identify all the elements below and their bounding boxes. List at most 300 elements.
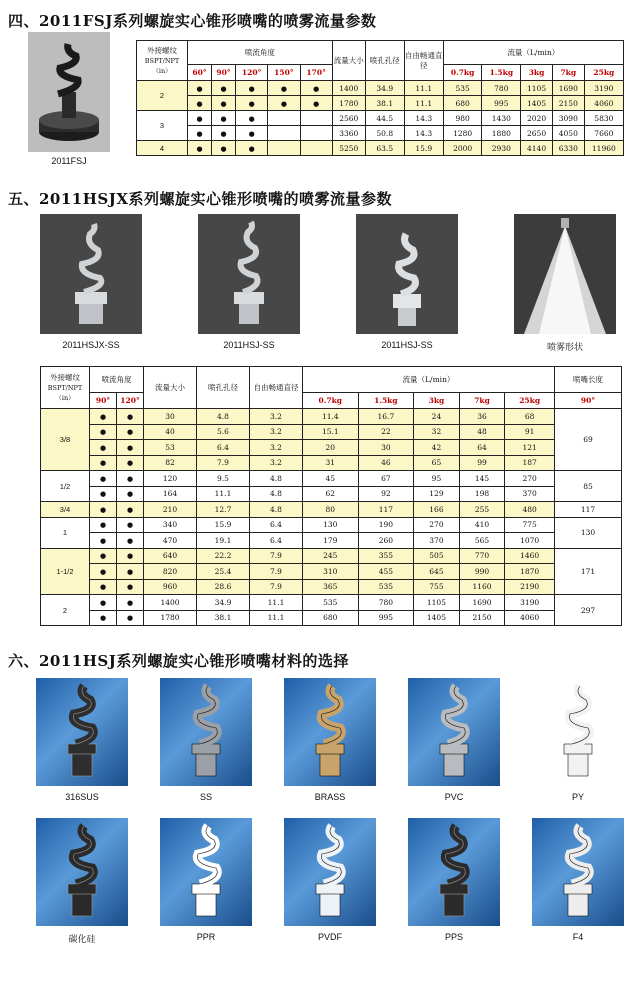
flow-cell: 310 bbox=[303, 564, 359, 580]
material-photo-1-1 bbox=[160, 678, 252, 786]
flow-cell: 16.7 bbox=[358, 409, 414, 425]
orifice-cell: 63.5 bbox=[365, 141, 404, 156]
flow-cell: 260 bbox=[358, 533, 414, 549]
dot-icon bbox=[212, 141, 236, 156]
flow-cell: 2150 bbox=[552, 96, 584, 111]
flow-cell: 680 bbox=[443, 96, 482, 111]
flow-cell: 46 bbox=[358, 455, 414, 471]
flow-cell: 5830 bbox=[584, 111, 623, 126]
thread-size: 3/8 bbox=[41, 409, 90, 471]
dot-icon bbox=[236, 141, 268, 156]
length-header: 喷嘴长度 bbox=[555, 367, 622, 393]
dot-icon bbox=[90, 548, 117, 564]
angle-col-2: 120° bbox=[236, 65, 268, 81]
flow-cell: 48 bbox=[459, 424, 505, 440]
free-pass-header: 自由畅通直径 bbox=[404, 41, 443, 81]
flow-cell: 775 bbox=[505, 517, 555, 533]
length-cell: 171 bbox=[555, 548, 622, 595]
empty-cell bbox=[268, 111, 300, 126]
orifice-cell: 38.1 bbox=[197, 610, 250, 626]
material-label: PVDF bbox=[317, 932, 342, 942]
section6-title: 六、2011HSJ系列螺旋实心锥形喷嘴材料的选择 bbox=[8, 652, 349, 670]
length-cell: 297 bbox=[555, 595, 622, 626]
material-photo-1-0 bbox=[36, 678, 128, 786]
thread-size: 2 bbox=[137, 81, 188, 111]
dot-icon bbox=[268, 96, 300, 111]
flow-cell: 1880 bbox=[482, 126, 521, 141]
flow-cell: 3190 bbox=[505, 595, 555, 611]
free-pass-cell: 4.8 bbox=[250, 502, 303, 518]
flow-cell: 1105 bbox=[414, 595, 460, 611]
free-pass-cell: 3.2 bbox=[250, 424, 303, 440]
flow-cell: 780 bbox=[482, 81, 521, 96]
hsj-ss-photo-1 bbox=[198, 214, 300, 334]
table-row bbox=[137, 96, 624, 111]
flow-cell: 62 bbox=[303, 486, 359, 502]
orifice-cell: 34.9 bbox=[365, 81, 404, 96]
flow-cell: 121 bbox=[505, 440, 555, 456]
free-pass-cell: 11.1 bbox=[250, 595, 303, 611]
dot-icon bbox=[117, 471, 144, 487]
table-row bbox=[41, 564, 622, 580]
dot-icon bbox=[117, 455, 144, 471]
flow-cell: 190 bbox=[358, 517, 414, 533]
pressure-col-0: 0.7kg bbox=[443, 65, 482, 81]
dot-icon bbox=[117, 595, 144, 611]
length-angle: 90° bbox=[555, 393, 622, 409]
dot-icon bbox=[90, 502, 117, 518]
dot-icon bbox=[117, 440, 144, 456]
flow-cell: 365 bbox=[303, 579, 359, 595]
flow-cell: 370 bbox=[414, 533, 460, 549]
material-photo-2-3 bbox=[408, 818, 500, 926]
orifice-cell: 5.6 bbox=[197, 424, 250, 440]
flow-cell: 95 bbox=[414, 471, 460, 487]
flow-cell: 270 bbox=[505, 471, 555, 487]
orifice-cell: 11.1 bbox=[197, 486, 250, 502]
flow-cell: 80 bbox=[303, 502, 359, 518]
angle-header: 喷流角度 bbox=[90, 367, 144, 393]
flow-cell: 30 bbox=[358, 440, 414, 456]
thread-size: 1/2 bbox=[41, 471, 90, 502]
dot-icon bbox=[236, 111, 268, 126]
pressure-col-1: 1.5kg bbox=[482, 65, 521, 81]
length-cell: 85 bbox=[555, 471, 622, 502]
orifice-cell: 25.4 bbox=[197, 564, 250, 580]
free-pass-cell: 3.2 bbox=[250, 455, 303, 471]
flow-size-cell: 53 bbox=[144, 440, 197, 456]
fsj-nozzle-photo bbox=[28, 32, 110, 152]
table-row bbox=[137, 111, 624, 126]
orifice-cell: 4.8 bbox=[197, 409, 250, 425]
table-row bbox=[41, 409, 622, 425]
dot-icon bbox=[90, 533, 117, 549]
thread-header: 外接螺纹 BSPT/NPT （in） bbox=[137, 41, 188, 81]
dot-icon bbox=[236, 96, 268, 111]
flow-cell: 6330 bbox=[552, 141, 584, 156]
angle-col-1: 90° bbox=[212, 65, 236, 81]
flow-cell: 1690 bbox=[552, 81, 584, 96]
flow-cell: 65 bbox=[414, 455, 460, 471]
flow-cell: 2020 bbox=[521, 111, 553, 126]
flow-size-cell: 640 bbox=[144, 548, 197, 564]
dot-icon bbox=[90, 564, 117, 580]
angle-col-1: 120° bbox=[117, 393, 144, 409]
pressure-col-2: 3kg bbox=[521, 65, 553, 81]
thread-header: 外接螺纹 BSPT/NPT （in） bbox=[41, 367, 90, 409]
flow-cell: 1430 bbox=[482, 111, 521, 126]
dot-icon bbox=[90, 517, 117, 533]
dot-icon bbox=[117, 502, 144, 518]
dot-icon bbox=[212, 111, 236, 126]
flow-size-cell: 960 bbox=[144, 579, 197, 595]
flow-cell: 32 bbox=[414, 424, 460, 440]
flow-cell: 31 bbox=[303, 455, 359, 471]
thread-size: 3 bbox=[137, 111, 188, 141]
flow-cell: 68 bbox=[505, 409, 555, 425]
flow-cell: 99 bbox=[459, 455, 505, 471]
dot-icon bbox=[117, 548, 144, 564]
flow-cell: 1460 bbox=[505, 548, 555, 564]
dot-icon bbox=[212, 96, 236, 111]
thread-size: 1 bbox=[41, 517, 90, 548]
table-row bbox=[41, 471, 622, 487]
angle-col-0: 90° bbox=[90, 393, 117, 409]
material-photo-2-0 bbox=[36, 818, 128, 926]
material-label: F4 bbox=[572, 932, 584, 942]
orifice-cell: 44.5 bbox=[365, 111, 404, 126]
flow-cell: 198 bbox=[459, 486, 505, 502]
thread-size: 3/4 bbox=[41, 502, 90, 518]
flow-cell: 410 bbox=[459, 517, 505, 533]
dot-icon bbox=[188, 96, 212, 111]
flow-size-cell: 120 bbox=[144, 471, 197, 487]
free-pass-cell: 15.9 bbox=[404, 141, 443, 156]
flow-cell: 15.1 bbox=[303, 424, 359, 440]
pressure-col-3: 7kg bbox=[459, 393, 505, 409]
flow-cell: 770 bbox=[459, 548, 505, 564]
flow-size-cell: 1780 bbox=[332, 96, 365, 111]
orifice-cell: 22.2 bbox=[197, 548, 250, 564]
flow-size-cell: 210 bbox=[144, 502, 197, 518]
flow-cell: 535 bbox=[358, 579, 414, 595]
flow-size-cell: 2560 bbox=[332, 111, 365, 126]
flow-cell: 129 bbox=[414, 486, 460, 502]
orifice-cell: 6.4 bbox=[197, 440, 250, 456]
dot-icon bbox=[236, 126, 268, 141]
dot-icon bbox=[300, 81, 332, 96]
dot-icon bbox=[212, 81, 236, 96]
dot-icon bbox=[212, 126, 236, 141]
material-photo-2-4 bbox=[532, 818, 624, 926]
dot-icon bbox=[90, 455, 117, 471]
flow-cell: 645 bbox=[414, 564, 460, 580]
flow-size-cell: 82 bbox=[144, 455, 197, 471]
pressure-col-4: 25kg bbox=[584, 65, 623, 81]
pressure-col-2: 3kg bbox=[414, 393, 460, 409]
orifice-cell: 7.9 bbox=[197, 455, 250, 471]
table-row bbox=[41, 579, 622, 595]
dot-icon bbox=[90, 409, 117, 425]
flow-size-cell: 5250 bbox=[332, 141, 365, 156]
flow-cell: 179 bbox=[303, 533, 359, 549]
orifice-cell: 28.6 bbox=[197, 579, 250, 595]
flow-cell: 1690 bbox=[459, 595, 505, 611]
flow-cell: 505 bbox=[414, 548, 460, 564]
flow-header: 流量（L/min） bbox=[303, 367, 555, 393]
dot-icon bbox=[117, 610, 144, 626]
table-row bbox=[137, 126, 624, 141]
flow-cell: 64 bbox=[459, 440, 505, 456]
orifice-cell: 9.5 bbox=[197, 471, 250, 487]
fsj-flow-table bbox=[136, 40, 624, 156]
flow-cell: 455 bbox=[358, 564, 414, 580]
dot-icon bbox=[300, 96, 332, 111]
flow-cell: 187 bbox=[505, 455, 555, 471]
material-label: PPS bbox=[444, 932, 463, 942]
flow-cell: 4060 bbox=[505, 610, 555, 626]
hsj-ss-photo-2 bbox=[356, 214, 458, 334]
photo-caption-2: 2011HSJ-SS bbox=[223, 340, 275, 350]
angle-col-0: 60° bbox=[188, 65, 212, 81]
flow-cell: 20 bbox=[303, 440, 359, 456]
flow-size-cell: 1400 bbox=[144, 595, 197, 611]
hsjx-flow-table bbox=[40, 366, 622, 626]
dot-icon bbox=[117, 533, 144, 549]
orifice-cell: 12.7 bbox=[197, 502, 250, 518]
flow-cell: 11960 bbox=[584, 141, 623, 156]
flow-cell: 355 bbox=[358, 548, 414, 564]
flow-cell: 1105 bbox=[521, 81, 553, 96]
flow-cell: 980 bbox=[443, 111, 482, 126]
photo-caption-1: 2011HSJX-SS bbox=[62, 340, 120, 350]
material-photo-2-2 bbox=[284, 818, 376, 926]
material-photo-1-4 bbox=[532, 678, 624, 786]
flow-cell: 2650 bbox=[521, 126, 553, 141]
flow-size-cell: 1400 bbox=[332, 81, 365, 96]
thread-size: 1-1/2 bbox=[41, 548, 90, 595]
flow-cell: 995 bbox=[482, 96, 521, 111]
flow-cell: 3090 bbox=[552, 111, 584, 126]
material-label: BRASS bbox=[314, 792, 346, 802]
table-row bbox=[41, 610, 622, 626]
dot-icon bbox=[117, 517, 144, 533]
orifice-cell: 19.1 bbox=[197, 533, 250, 549]
flow-cell: 1870 bbox=[505, 564, 555, 580]
free-pass-cell: 11.1 bbox=[404, 81, 443, 96]
flow-cell: 4050 bbox=[552, 126, 584, 141]
pressure-col-3: 7kg bbox=[552, 65, 584, 81]
material-label: PVC bbox=[444, 792, 464, 802]
flow-cell: 680 bbox=[303, 610, 359, 626]
free-pass-cell: 11.1 bbox=[250, 610, 303, 626]
section5-title: 五、2011HSJX系列螺旋实心锥形喷嘴的喷雾流量参数 bbox=[8, 190, 392, 208]
table-row bbox=[41, 533, 622, 549]
empty-cell bbox=[300, 141, 332, 156]
dot-icon bbox=[188, 126, 212, 141]
flow-cell: 22 bbox=[358, 424, 414, 440]
dot-icon bbox=[117, 564, 144, 580]
dot-icon bbox=[90, 424, 117, 440]
flow-size-cell: 340 bbox=[144, 517, 197, 533]
table-row bbox=[41, 455, 622, 471]
flow-cell: 755 bbox=[414, 579, 460, 595]
flow-cell: 1160 bbox=[459, 579, 505, 595]
table-row bbox=[41, 517, 622, 533]
flow-cell: 565 bbox=[459, 533, 505, 549]
empty-cell bbox=[300, 111, 332, 126]
flow-cell: 2000 bbox=[443, 141, 482, 156]
flow-cell: 3190 bbox=[584, 81, 623, 96]
flow-cell: 45 bbox=[303, 471, 359, 487]
free-pass-cell: 4.8 bbox=[250, 486, 303, 502]
flow-cell: 370 bbox=[505, 486, 555, 502]
material-label: PY bbox=[571, 792, 584, 802]
table-row bbox=[137, 141, 624, 156]
dot-icon bbox=[90, 610, 117, 626]
thread-size: 2 bbox=[41, 595, 90, 626]
flow-cell: 36 bbox=[459, 409, 505, 425]
flow-cell: 11.4 bbox=[303, 409, 359, 425]
flow-cell: 270 bbox=[414, 517, 460, 533]
table-row bbox=[137, 81, 624, 96]
flow-cell: 1070 bbox=[505, 533, 555, 549]
material-label: PPR bbox=[196, 932, 216, 942]
pressure-col-0: 0.7kg bbox=[303, 393, 359, 409]
flow-cell: 2190 bbox=[505, 579, 555, 595]
flow-cell: 255 bbox=[459, 502, 505, 518]
flow-cell: 1405 bbox=[521, 96, 553, 111]
dot-icon bbox=[117, 486, 144, 502]
free-pass-cell: 11.1 bbox=[404, 96, 443, 111]
pressure-col-4: 25kg bbox=[505, 393, 555, 409]
free-pass-cell: 7.9 bbox=[250, 564, 303, 580]
material-photo-1-3 bbox=[408, 678, 500, 786]
flow-cell: 7660 bbox=[584, 126, 623, 141]
flow-cell: 166 bbox=[414, 502, 460, 518]
flow-size-cell: 1780 bbox=[144, 610, 197, 626]
orifice-cell: 50.8 bbox=[365, 126, 404, 141]
photo-caption-4: 喷雾形状 bbox=[546, 342, 583, 352]
length-cell: 117 bbox=[555, 502, 622, 518]
angle-col-4: 170° bbox=[300, 65, 332, 81]
dot-icon bbox=[90, 595, 117, 611]
flow-cell: 117 bbox=[358, 502, 414, 518]
photo-caption-3: 2011HSJ-SS bbox=[381, 340, 433, 350]
flow-header: 流量（L/min） bbox=[443, 41, 623, 65]
flow-cell: 1405 bbox=[414, 610, 460, 626]
flow-cell: 145 bbox=[459, 471, 505, 487]
flow-cell: 780 bbox=[358, 595, 414, 611]
flow-cell: 130 bbox=[303, 517, 359, 533]
flow-size-cell: 164 bbox=[144, 486, 197, 502]
flow-size-cell: 40 bbox=[144, 424, 197, 440]
section4-title: 四、2011FSJ系列螺旋实心锥形喷嘴的喷雾流量参数 bbox=[8, 12, 377, 30]
flow-cell: 91 bbox=[505, 424, 555, 440]
flow-cell: 2930 bbox=[482, 141, 521, 156]
orifice-cell: 15.9 bbox=[197, 517, 250, 533]
flow-cell: 4060 bbox=[584, 96, 623, 111]
orifice-header: 喷孔孔径 bbox=[365, 41, 404, 81]
free-pass-cell: 14.3 bbox=[404, 126, 443, 141]
flow-size-cell: 3360 bbox=[332, 126, 365, 141]
material-label: SS bbox=[199, 792, 212, 802]
table-row bbox=[41, 548, 622, 564]
flow-cell: 2150 bbox=[459, 610, 505, 626]
dot-icon bbox=[90, 471, 117, 487]
spray-shape-photo bbox=[514, 214, 616, 334]
flow-size-cell: 30 bbox=[144, 409, 197, 425]
table-row bbox=[41, 486, 622, 502]
orifice-cell: 38.1 bbox=[365, 96, 404, 111]
empty-cell bbox=[300, 126, 332, 141]
free-pass-cell: 4.8 bbox=[250, 471, 303, 487]
flow-cell: 535 bbox=[443, 81, 482, 96]
dot-icon bbox=[117, 424, 144, 440]
empty-cell bbox=[268, 141, 300, 156]
material-label: 316SUS bbox=[65, 792, 99, 802]
material-photo-1-2 bbox=[284, 678, 376, 786]
flow-cell: 245 bbox=[303, 548, 359, 564]
flow-cell: 4140 bbox=[521, 141, 553, 156]
table-row bbox=[41, 502, 622, 518]
free-pass-cell: 7.9 bbox=[250, 579, 303, 595]
pressure-col-1: 1.5kg bbox=[358, 393, 414, 409]
table-row bbox=[41, 440, 622, 456]
flow-cell: 92 bbox=[358, 486, 414, 502]
flow-size-cell: 470 bbox=[144, 533, 197, 549]
flow-size-cell: 820 bbox=[144, 564, 197, 580]
empty-cell bbox=[268, 126, 300, 141]
dot-icon bbox=[90, 579, 117, 595]
flow-cell: 995 bbox=[358, 610, 414, 626]
table-row bbox=[41, 595, 622, 611]
free-pass-cell: 6.4 bbox=[250, 517, 303, 533]
angle-col-3: 150° bbox=[268, 65, 300, 81]
free-pass-header: 自由畅通直径 bbox=[250, 367, 303, 409]
flow-cell: 480 bbox=[505, 502, 555, 518]
free-pass-cell: 3.2 bbox=[250, 440, 303, 456]
free-pass-cell: 3.2 bbox=[250, 409, 303, 425]
length-cell: 130 bbox=[555, 517, 622, 548]
flow-cell: 24 bbox=[414, 409, 460, 425]
hsjx-ss-photo bbox=[40, 214, 142, 334]
material-photo-2-1 bbox=[160, 818, 252, 926]
dot-icon bbox=[236, 81, 268, 96]
dot-icon bbox=[188, 141, 212, 156]
dot-icon bbox=[90, 440, 117, 456]
flow-cell: 990 bbox=[459, 564, 505, 580]
dot-icon bbox=[117, 409, 144, 425]
table-row bbox=[41, 424, 622, 440]
dot-icon bbox=[268, 81, 300, 96]
free-pass-cell: 6.4 bbox=[250, 533, 303, 549]
dot-icon bbox=[117, 579, 144, 595]
dot-icon bbox=[188, 111, 212, 126]
free-pass-cell: 7.9 bbox=[250, 548, 303, 564]
angle-header: 喷流角度 bbox=[188, 41, 333, 65]
flow-cell: 535 bbox=[303, 595, 359, 611]
flow-cell: 42 bbox=[414, 440, 460, 456]
orifice-header: 喷孔孔径 bbox=[197, 367, 250, 409]
free-pass-cell: 14.3 bbox=[404, 111, 443, 126]
fsj-photo-caption: 2011FSJ bbox=[51, 156, 87, 166]
material-label: 碳化硅 bbox=[68, 934, 96, 944]
flow-size-header: 流量大小 bbox=[144, 367, 197, 409]
length-cell: 69 bbox=[555, 409, 622, 471]
flow-cell: 67 bbox=[358, 471, 414, 487]
orifice-cell: 34.9 bbox=[197, 595, 250, 611]
